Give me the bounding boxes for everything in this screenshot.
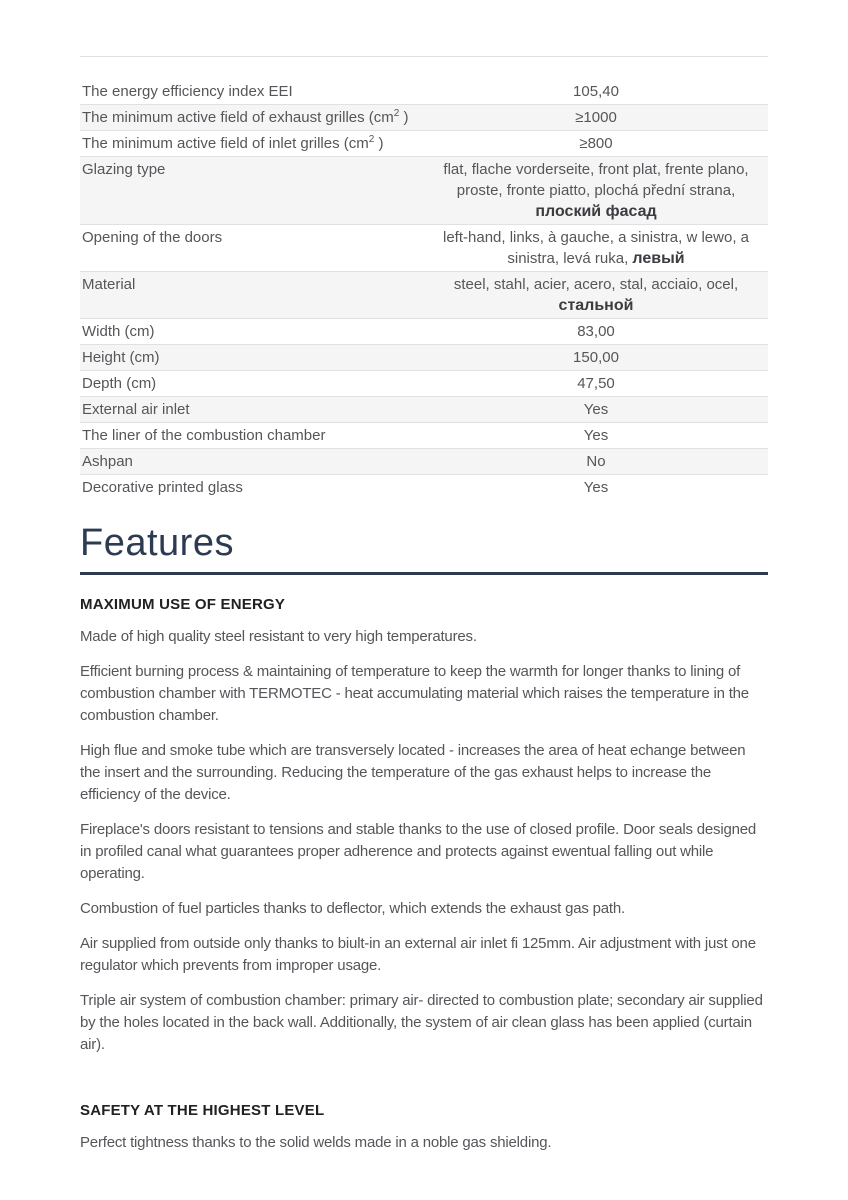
spec-row (80, 475, 768, 500)
spec-value: 105,40 (573, 83, 619, 100)
spec-label: The liner of the combustion chamber (82, 427, 326, 444)
spec-row (80, 272, 768, 319)
spec-table (80, 56, 768, 500)
spec-label: Opening of the doors (82, 229, 223, 246)
spec-label: Material (82, 276, 136, 293)
feature-paragraph: Combustion of fuel particles thanks to deflector, which extends the exhaust gas path. (80, 900, 625, 917)
spec-value: Yes (583, 401, 609, 418)
feature-paragraph: Made of high quality steel resistant to very high temperatures. (80, 628, 477, 645)
spec-label: The energy efficiency index EEI (82, 83, 293, 100)
feature-paragraph: Efficient burning process & maintaining of temperature to keep the warmth for longer thanks to lining of combustion chamber with TERMOTEC - heat accumulating material which raises the temperature in the combustion chamber. (80, 663, 749, 724)
spec-value: 47,50 (577, 375, 615, 392)
section-heading-maximum-use-of-energy: MAXIMUM USE OF ENERGY (80, 596, 286, 613)
spec-row (80, 449, 768, 475)
spec-row (80, 105, 768, 131)
spec-label: Glazing type (82, 161, 166, 178)
spec-row (80, 157, 768, 225)
spec-label: The minimum active field of exhaust grilles (cm (82, 109, 394, 126)
feature-paragraph: Fireplace's doors resistant to tensions and stable thanks to the use of closed profile. Door seals designed in profiled canal what guarantees proper adherence and protects against ewentual falling out while operating. (80, 821, 757, 882)
feature-paragraph: Perfect tightness thanks to the solid welds made in a noble gas shielding. (80, 1134, 552, 1151)
feature-paragraph: High flue and smoke tube which are transversely located - increases the area of heat echange between the insert and the surrounding. Reducing the temperature of the gas exhaust helps to increase the efficiency of the device. (80, 742, 746, 803)
features-divider (80, 572, 768, 575)
spec-label: Ashpan (82, 453, 133, 470)
spec-value: flat, flache vorderseite, front plat, frente plano, proste, fronte piatto, plochá přední strana, (443, 161, 749, 199)
spec-value: No (586, 453, 606, 470)
spec-value: left-hand, links, à gauche, a sinistra, w lewo, a sinistra, levá ruka, (443, 229, 749, 267)
section-heading-safety-at-the-highest-level: SAFETY AT THE HIGHEST LEVEL (80, 1102, 325, 1119)
spec-row (80, 371, 768, 397)
spec-value: ≥1000 (575, 109, 617, 126)
spec-label: The minimum active field of inlet grilles (cm (82, 135, 369, 152)
feature-paragraph: Air supplied from outside only thanks to biult-in an external air inlet fi 125mm. Air adjustment with just one regulator which prevents from improper usage. (80, 935, 756, 974)
spec-label: Depth (cm) (82, 375, 157, 392)
spec-row (80, 57, 768, 105)
spec-row (80, 397, 768, 423)
spec-value-bold: левый (632, 250, 685, 267)
spec-label-suffix: ) (374, 135, 384, 152)
spec-label-suffix: ) (399, 109, 409, 126)
spec-value: Yes (583, 427, 609, 444)
spec-label: Height (cm) (82, 349, 160, 366)
spec-value: ≥800 (579, 135, 613, 152)
spec-value: 83,00 (577, 323, 615, 340)
spec-value-bold: стальной (558, 297, 634, 314)
spec-value-bold: плоский фасад (535, 203, 657, 220)
spec-row (80, 319, 768, 345)
spec-label-superscript: 2 (393, 108, 400, 119)
spec-label-superscript: 2 (368, 134, 375, 145)
spec-value: Yes (583, 479, 609, 496)
features-title: Features (80, 522, 234, 564)
spec-row (80, 423, 768, 449)
spec-label: Decorative printed glass (82, 479, 243, 496)
spec-row (80, 345, 768, 371)
spec-row (80, 225, 768, 272)
spec-label: External air inlet (82, 401, 190, 418)
spec-label: Width (cm) (82, 323, 155, 340)
spec-value: 150,00 (573, 349, 619, 366)
feature-paragraph: Triple air system of combustion chamber: primary air- directed to combustion plate; secondary air supplied by the holes located in the back wall. Additionally, the system of air clean glass has been applied (curtain air). (80, 992, 763, 1053)
spec-value: steel, stahl, acier, acero, stal, acciaio, ocel, (453, 276, 739, 293)
spec-row (80, 131, 768, 157)
